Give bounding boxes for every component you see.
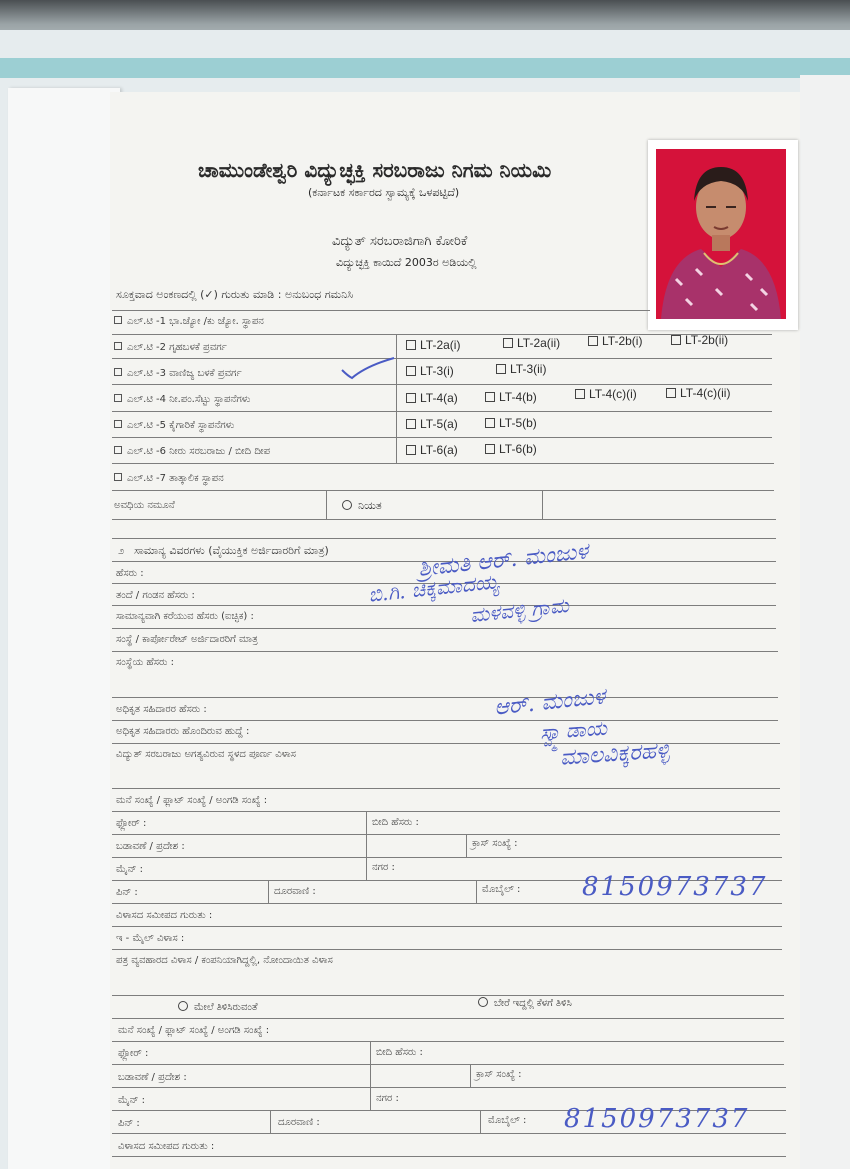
row-floor2 xyxy=(112,1064,784,1065)
addr-divider-1 xyxy=(366,811,367,880)
addr-divider-5 xyxy=(370,1041,371,1110)
category-label-6: ಎಲ್.ಟಿ -6 ನೀರು ಸರಬರಾಜು / ಬೀದಿ ದೀಪ xyxy=(114,446,270,457)
category-label-5: ಎಲ್.ಟಿ -5 ಕೈಗಾರಿಕೆ ಸ್ಥಾಪನೆಗಳು xyxy=(114,420,234,431)
instruction-text: ಸೂಕ್ತವಾದ ಅಂಕಣದಲ್ಲಿ (✓) ಗುರುತು ಮಾಡಿ : ಅನುಬಂಧ ಗಮನಿಸಿ xyxy=(116,288,354,301)
company-name-label: ಸಂಸ್ಥೆಯ ಹೆಸರು : xyxy=(116,657,175,668)
lt4a-checkbox[interactable]: LT-4(a) xyxy=(406,391,458,405)
right-sheet-edge xyxy=(800,75,850,1169)
row-company-name xyxy=(112,697,778,698)
pin-label: ಪಿನ್ : xyxy=(116,887,138,898)
mobile-label-2: ಮೊಬೈಲ್ : xyxy=(488,1115,527,1126)
row-house xyxy=(112,811,780,812)
company-title: ಚಾಮುಂಡೇಶ್ವರಿ ವಿದ್ಯುಚ್ಛಕ್ತಿ ಸರಬರಾಜು ನಿಗಮ ನಿಯಮಿ xyxy=(198,158,552,182)
lt2bii-checkbox[interactable]: LT-2b(ii) xyxy=(671,333,728,347)
form-subtitle: ವಿದ್ಯುಚ್ಛಕ್ತಿ ಕಾಯಿದೆ 2003ರ ಅಡಿಯಲ್ಲಿ xyxy=(336,256,477,269)
lt2aii-checkbox[interactable]: LT-2a(ii) xyxy=(503,336,560,350)
category-bottom-line xyxy=(112,519,776,520)
handwritten-father-1: ಬಿ.ಗಿ. ಚಿಕ್ಕಮಾದಯ್ಯ xyxy=(367,569,500,607)
addr-divider-2 xyxy=(466,834,467,857)
different-address-option[interactable]: ಬೇರೆ ಇದ್ದಲ್ಲಿ ಕೆಳಗೆ ತಿಳಿಸಿ xyxy=(478,997,572,1009)
row-same xyxy=(112,1018,784,1019)
lt4ci-checkbox[interactable]: LT-4(c)(i) xyxy=(575,387,637,401)
category-label-1: ಎಲ್.ಟಿ -1 ಭಾ.ಜ್ಯೋ /ಕು ಜ್ಯೋ. ಸ್ಥಾಪನ xyxy=(114,316,264,327)
row-landmark xyxy=(112,926,782,927)
row-email xyxy=(112,949,782,950)
floor-label-2: ಫ್ಲೋರ್ : xyxy=(118,1048,149,1059)
phone-label: ದೂರವಾಣಿ : xyxy=(274,886,316,897)
row-area2 xyxy=(112,1087,786,1088)
lt2ai-checkbox[interactable]: LT-2a(i) xyxy=(406,338,460,352)
left-page xyxy=(8,88,120,1169)
street-label-2: ಬೀದಿ ಹೆಸರು : xyxy=(376,1047,423,1058)
row-landmark2 xyxy=(112,1156,786,1157)
authorized-name-label: ಅಧಿಕೃತ ಸಹಿದಾರರ ಹೆಸರು : xyxy=(116,704,207,715)
category-label-4: ಎಲ್.ಟಿ -4 ನೀ.ಪಂ.ಸೆಟ್ಟು ಸ್ಥಾಪನೆಗಳು xyxy=(114,394,250,405)
handwritten-address-3: ಮಾಲವಿಕ್ಕರಹಳ್ಳಿ xyxy=(559,738,671,771)
pin-label-2: ಪಿನ್ : xyxy=(118,1118,140,1129)
lt2bi-checkbox[interactable]: LT-2b(i) xyxy=(588,334,642,348)
father-label: ತಂದೆ / ಗಂಡನ ಹೆಸರು : xyxy=(116,590,195,601)
mobile-label: ಮೊಬೈಲ್ : xyxy=(482,884,521,895)
city-label: ನಗರ : xyxy=(372,862,395,873)
email-label: ಇ - ಮೈಲ್ ವಿಳಾಸ : xyxy=(116,933,185,944)
category-label-7: ಎಲ್.ಟಿ -7 ತಾತ್ಕಾಲಿಕ ಸ್ಥಾಪನ xyxy=(114,473,224,484)
supply-type-label: ಅವಧಿಯ ನಮೂನೆ xyxy=(114,500,175,511)
comm-address-label: ಪತ್ರ ವ್ಯವಹಾರದ ವಿಳಾಸ / ಕಂಪನಿಯಾಗಿದ್ದಲ್ಲಿ, ನೋಂದಾಯಿತ ವಿಳಾಸ xyxy=(116,955,333,966)
addr-divider-8 xyxy=(480,1110,481,1133)
row-post xyxy=(112,743,780,744)
floor-label: ಫ್ಲೋರ್ : xyxy=(116,818,147,829)
section2-title: ೨ ಸಾಮಾನ್ಯ ವಿವರಗಳು (ವೈಯುಕ್ತಿಕ ಅರ್ಜಿದಾರರಿಗೆ ಮಾತ್ರ) xyxy=(118,544,329,557)
supply-type-option[interactable]: ನಿಯತ xyxy=(342,500,382,513)
handwritten-mobile-2: 8150973737 xyxy=(564,1104,750,1134)
row-comm xyxy=(112,995,784,996)
handwritten-name: ಶ್ರೀಮತಿ ಆರ್. ಮಂಜುಳ xyxy=(417,539,590,582)
handwritten-mobile-1: 8150973737 xyxy=(582,872,768,902)
cross-label: ಕ್ರಾಸ್ ಸಂಖ್ಯೆ : xyxy=(472,838,518,849)
row-father xyxy=(112,605,776,606)
lt5a-checkbox[interactable]: LT-5(a) xyxy=(406,417,458,431)
addr-divider-6 xyxy=(470,1064,471,1087)
handwritten-address-1: ಆರ್. ಮಂಜುಳ xyxy=(492,684,607,721)
supply-divider-1 xyxy=(326,490,327,519)
category-divider xyxy=(396,334,397,464)
lt3ii-checkbox[interactable]: LT-3(ii) xyxy=(496,362,546,376)
supply-type-row xyxy=(112,490,774,517)
category-label-3: ಎಲ್.ಟಿ -3 ವಾಣಿಜ್ಯ ಬಳಕೆ ಪ್ರವರ್ಗ xyxy=(114,368,242,379)
phone-label-2: ದೂರವಾಣಿ : xyxy=(278,1117,320,1128)
cross-label-2: ಕ್ರಾಸ್ ಸಂಖ್ಯೆ : xyxy=(476,1069,522,1080)
main-label-2: ಮೈನ್ : xyxy=(118,1095,145,1106)
landmark-label-2: ವಿಳಾಸದ ಸಮೀಪದ ಗುರುತು : xyxy=(118,1141,215,1152)
row-house2 xyxy=(112,1041,784,1042)
lt3i-checkbox[interactable]: LT-3(i) xyxy=(406,364,454,378)
row-area xyxy=(112,857,782,858)
lt5b-checkbox[interactable]: LT-5(b) xyxy=(485,416,537,430)
authorized-post-label: ಅಧಿಕೃತ ಸಹಿದಾರರು ಹೊಂದಿರುವ ಹುದ್ದೆ : xyxy=(116,726,250,737)
same-as-above-option[interactable]: ಮೇಲೆ ತಿಳಿಸಿರುವಂತೆ xyxy=(178,1001,258,1013)
landmark-label: ವಿಳಾಸದ ಸಮೀಪದ ಗುರುತು : xyxy=(116,910,213,921)
house-no-label-2: ಮನೆ ಸಂಖ್ಯೆ / ಫ್ಲಾಟ್ ಸಂಖ್ಯೆ / ಅಂಗಡಿ ಸಂಖ್ಯೆ : xyxy=(118,1025,270,1036)
cyan-strip xyxy=(0,58,850,78)
lt6a-checkbox[interactable]: LT-6(a) xyxy=(406,443,458,457)
company-subtitle: (ಕರ್ನಾಟಕ ಸರ್ಕಾರದ ಸ್ವಾಮ್ಯಕ್ಕೆ ಒಳಪಟ್ಟಿದೆ) xyxy=(308,186,460,199)
house-no-label: ಮನೆ ಸಂಖ್ಯೆ / ಫ್ಲಾಟ್ ಸಂಖ್ಯೆ / ಅಂಗಡಿ ಸಂಖ್ಯೆ : xyxy=(116,795,268,806)
addr-divider-4 xyxy=(476,880,477,903)
addr-divider-7 xyxy=(270,1110,271,1133)
supply-divider-2 xyxy=(542,490,543,519)
row-company xyxy=(112,651,778,652)
row-pin xyxy=(112,903,782,904)
row-address-end xyxy=(112,788,780,789)
handwritten-father-2: ಮಳವಳ್ಳಿ ಗ್ರಾಮ xyxy=(469,592,571,628)
area-label-2: ಬಡಾವಣೆ / ಪ್ರದೇಶ : xyxy=(118,1072,187,1083)
photo-portrait xyxy=(656,149,786,319)
street-label: ಬೀದಿ ಹೆಸರು : xyxy=(372,817,419,828)
lt4cii-checkbox[interactable]: LT-4(c)(ii) xyxy=(666,386,730,400)
address-label: ವಿದ್ಯುತ್ ಸರಬರಾಜು ಅಗತ್ಯವಿರುವ ಸ್ಥಳದ ಪೂರ್ಣ ವಿಳಾಸ xyxy=(116,749,296,760)
addr-divider-3 xyxy=(268,880,269,903)
other-name-label: ಸಾಮಾನ್ಯವಾಗಿ ಕರೆಯುವ ಹೆಸರು (ಐಚ್ಛಿಕ) : xyxy=(116,611,254,622)
row-other-name xyxy=(112,628,776,629)
category-label-2: ಎಲ್.ಟಿ -2 ಗೃಹಬಳಕೆ ಪ್ರವರ್ಗ xyxy=(114,342,227,353)
lt4b-checkbox[interactable]: LT-4(b) xyxy=(485,390,537,404)
applicant-photo xyxy=(648,140,798,330)
row-authorized xyxy=(112,720,778,721)
name-label: ಹೆಸರು : xyxy=(116,568,144,579)
form-title: ವಿದ್ಯುತ್ ಸರಬರಾಜಿಗಾಗಿ ಕೋರಿಕೆ xyxy=(332,234,468,249)
lt6b-checkbox[interactable]: LT-6(b) xyxy=(485,442,537,456)
area-label: ಬಡಾವಣೆ / ಪ್ರದೇಶ : xyxy=(116,841,185,852)
row-floor xyxy=(112,834,780,835)
handwritten-address-2: ಸ್ವ್ಮಾಡಾಯ xyxy=(539,715,608,745)
company-label: ಸಂಸ್ಥೆ / ಕಾರ್ಪೋರೇಟ್ ಅರ್ಜಿದಾರರಿಗೆ ಮಾತ್ರ xyxy=(116,634,258,645)
tick-mark-icon xyxy=(340,356,396,382)
city-label-2: ನಗರ : xyxy=(376,1093,399,1104)
main-label: ಮೈನ್ : xyxy=(116,864,143,875)
